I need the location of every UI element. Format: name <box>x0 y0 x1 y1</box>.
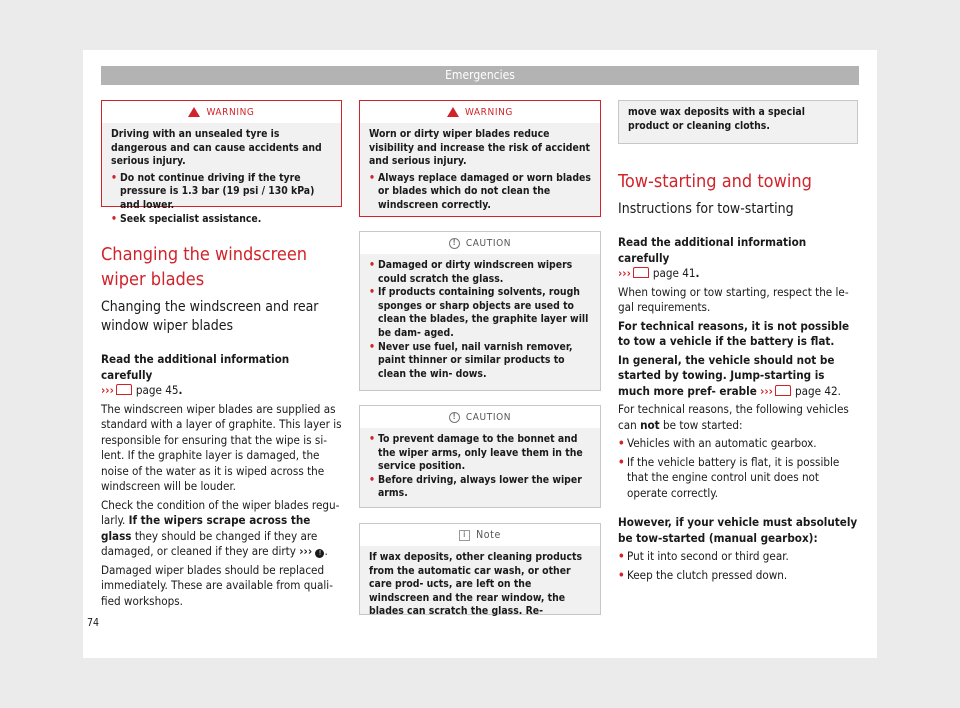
note-body <box>360 546 600 618</box>
caution-box-2 <box>359 405 601 508</box>
column-3 <box>618 100 858 583</box>
note-box <box>359 523 601 618</box>
list-item: • Keep the clutch pressed down. <box>618 567 788 582</box>
note-header <box>360 524 600 546</box>
page-ref-link[interactable]: page 42 <box>794 383 838 398</box>
book-icon <box>775 385 791 396</box>
note-label: Note <box>476 529 501 541</box>
warning-triangle-icon <box>188 107 200 117</box>
note-body <box>619 101 857 143</box>
read-info: Read the additional information carefully ››› page 45. <box>101 352 290 397</box>
warning-body <box>360 123 600 216</box>
paragraph: In general, the vehicle should not be started by towing. Jump-starting is much more pref- erable ››› page 42. <box>618 352 841 398</box>
paragraph: For technical reasons, it is not possible to tow a vehicle if the battery is flat. <box>618 318 850 348</box>
warning-triangle-icon <box>447 107 459 117</box>
warning-intro: Driving with an unsealed tyre is dangerous and can cause accidents and serious injury. <box>111 128 322 168</box>
note-text: If wax deposits, other cleaning products from the automatic car wash, or other care prod- ucts, are left on the windscreen and the rear window, the blades can scratch the glass. Re- <box>369 551 583 618</box>
read-info: Read the additional information carefully ››› page 41. <box>618 235 807 280</box>
paragraph: For technical reasons, the following vehicles can not be tow started: <box>618 402 849 432</box>
list-item: • Vehicles with an automatic gearbox. <box>618 436 817 450</box>
column-1 <box>101 100 342 612</box>
caution-body <box>360 428 600 507</box>
list-item: • If the vehicle battery is flat, it is possible that the engine control unit does not operate correctly. <box>618 454 840 500</box>
caution-bullet: • Damaged or dirty windscreen wipers could scratch the glass. <box>369 259 573 285</box>
caution-box-1 <box>359 231 601 391</box>
warning-intro: Worn or dirty wiper blades reduce visibility and increase the risk of accident and serious injury. <box>369 128 590 168</box>
caution-bullet: • Never use fuel, nail varnish remover, paint thinner or similar products to clean the win- dows. <box>369 340 573 380</box>
warning-box-tyre <box>101 100 342 225</box>
warning-body <box>102 123 341 225</box>
paragraph: When towing or tow starting, respect the le- gal requirements. <box>618 284 849 314</box>
paragraph: However, if your vehicle must absolutely be tow-started (manual gearbox): <box>618 515 858 545</box>
warning-box-wiper <box>359 100 601 217</box>
paragraph: Check the condition of the wiper blades regu- larly. If the wipers scrape across the glass they should be changed if they are damaged, or cleaned if they are dirty ››› ! . <box>101 497 340 558</box>
page-number: 74 <box>87 617 100 629</box>
caution-label: CAUTION <box>465 411 512 423</box>
note-text: move wax deposits with a special product or cleaning cloths. <box>628 106 805 132</box>
warning-label: WARNING <box>206 106 255 118</box>
caution-circle-icon: ! <box>449 238 460 249</box>
page-ref-link[interactable]: page 41 <box>652 266 696 280</box>
subsection-title-wiper: Changing the windscreen and rear window wiper blades <box>101 299 319 334</box>
section-title-towing: Tow-starting and towing <box>618 171 812 192</box>
warning-bullet: • Do not continue driving if the tyre pressure is 1.3 bar (19 psi / 130 kPa) and lower. <box>111 171 315 211</box>
page-ref-link[interactable]: page 45 <box>135 383 179 397</box>
caution-bullet: • To prevent damage to the bonnet and the wiper arms, only leave them in the service position. <box>369 433 583 473</box>
paragraph: The windscreen wiper blades are supplied as standard with a layer of graphite. This layer is responsible for ensuring that the wipe is si- lent. If the graphite layer is damaged, the noise of the water as it is wiped across the windscreen will be louder. <box>101 401 342 493</box>
book-icon <box>633 267 649 278</box>
book-icon <box>116 384 132 395</box>
chapter-header: Emergencies <box>101 66 859 85</box>
wiper-body-text <box>101 352 342 609</box>
caution-label: CAUTION <box>465 237 512 249</box>
column-2 <box>359 100 601 618</box>
caution-bullet: • If products containing solvents, rough sponges or sharp objects are used to clean the blades, the graphite layer will be dam- aged. <box>369 286 589 339</box>
warning-bullet: • Seek specialist assistance. <box>111 212 262 225</box>
warning-label: WARNING <box>464 106 514 118</box>
warning-header <box>102 101 341 123</box>
warning-bullet: • Always replace damaged or worn blades or blades which do not clean the windscreen correctly. <box>369 171 591 211</box>
paragraph: Damaged wiper blades should be replaced immediately. These are available from quali- fied workshops. <box>101 562 333 608</box>
warning-ref-icon: ! <box>315 549 324 558</box>
caution-header <box>360 406 600 428</box>
subsection-title-tow-starting: Instructions for tow-starting <box>618 201 794 217</box>
info-icon: i <box>459 530 470 541</box>
caution-header <box>360 232 600 254</box>
caution-circle-icon: ! <box>449 412 460 423</box>
caution-bullet: • Before driving, always lower the wiper arms. <box>369 473 582 500</box>
note-box-continued <box>618 100 858 144</box>
section-title-wiper: Changing the windscreen wiper blades <box>101 244 308 290</box>
caution-body <box>360 254 600 390</box>
towing-body-text <box>618 235 858 583</box>
warning-header <box>360 101 600 123</box>
list-item: • Put it into second or third gear. <box>618 549 789 563</box>
